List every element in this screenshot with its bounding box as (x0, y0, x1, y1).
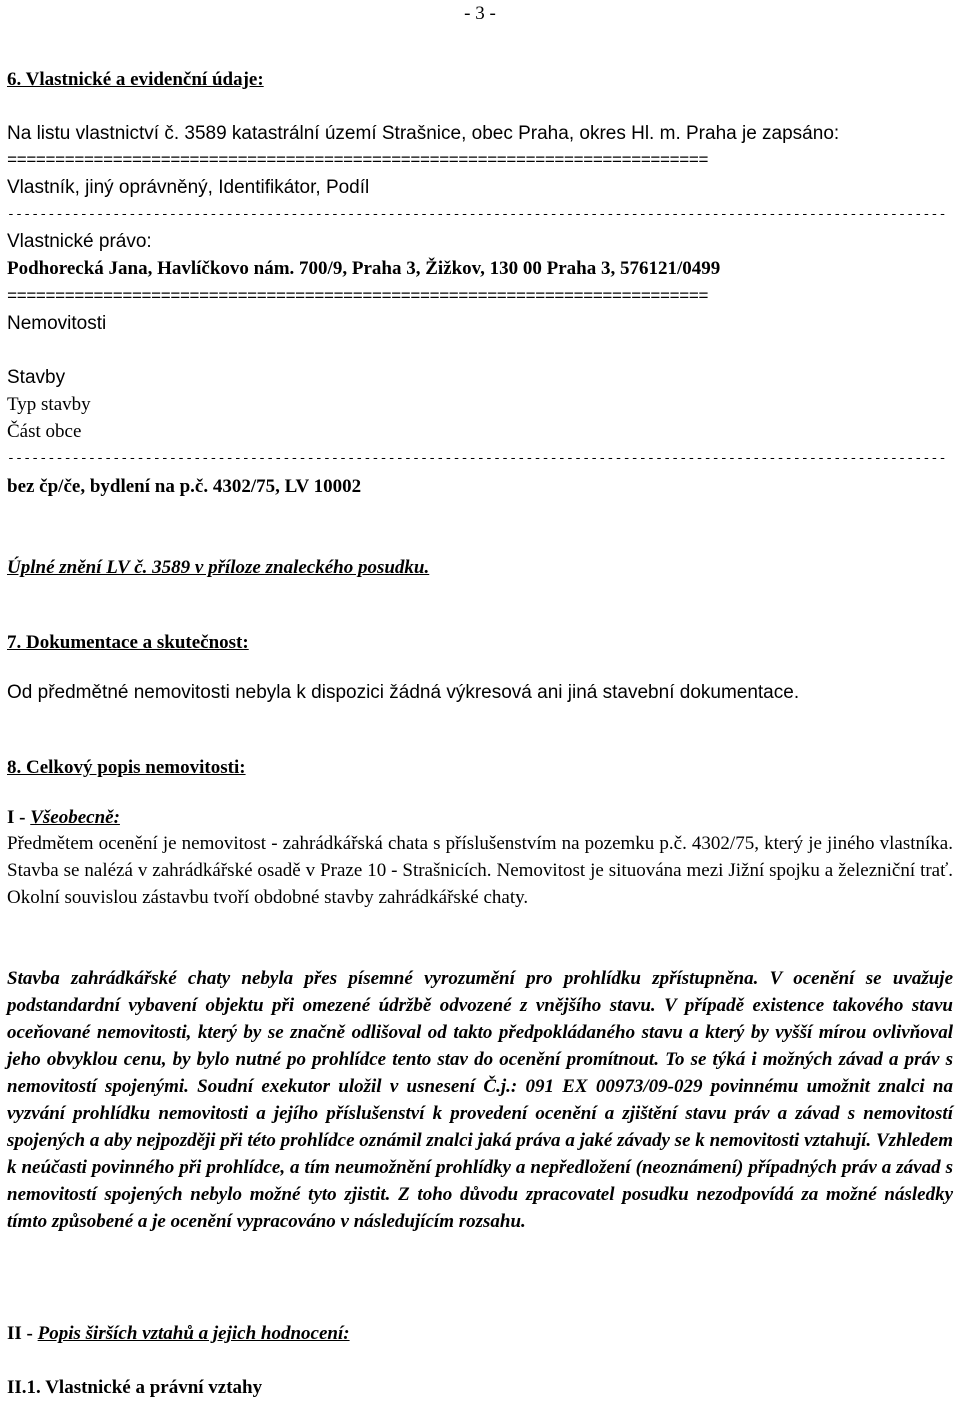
documentation-text: Od předmětné nemovitosti nebyla k dispozici žádná výkresová ani jiná stavební dokumentace. (7, 682, 800, 703)
inspection-notice-paragraph: Stavba zahrádkářské chaty nebyla přes písemné vyrozumění pro prohlídku zpřístupněna. V ocenění se uvažuje podstandardní vybavení objektu při omezené údržbě odvozené z vnějšího stavu. V případě existence takového stavu oceňované nemovitosti, který by se značně odlišoval od takto předpokládaného stavu a který by vyšší mírou ovlivňoval jeho obvyklou cenu, by bylo nutné po prohlídce tento stav do ocenění promítnout. To se týká i možných závad a práv s nemovitostí spojenými. Soudní exekutor uložil v usnesení Č.j.: 091 EX 00973/09-029 povinnému umožnit znalci na vyzvání prohlídku nemovitosti a jejího příslušenství k provedení ocenění a zjištění stavu práv a závad s nemovitostí spojených a aby nejpozději při této prohlídce oznámil znalci jaká práva a jaké závady se k nemovitosti vztahují. Vzhledem k neúčasti povinného při prohlídce, a tím neumožnění prohlídky a nepředložení (neoznámení) případných práv a závad s nemovitostí spojených nebylo možné tyto zjistit. Z toho důvodu zpracovatel posudku nezodpovídá za možné následky tímto způsobené a je ocenění vypracováno v následujícím rozsahu. (7, 968, 953, 1232)
full-text-note: Úplné znění LV č. 3589 v příloze znaleckého posudku. (7, 557, 430, 578)
subsection-prefix: II - (7, 1323, 38, 1344)
subsection-prefix: I - (7, 807, 31, 828)
section-8-heading: 8. Celkový popis nemovitosti: (7, 757, 246, 778)
separator-dashed: -------------------------------------------------------------------------------------------------------------------- (7, 207, 947, 222)
building-record: bez čp/če, bydlení na p.č. 4302/75, LV 10002 (7, 476, 362, 497)
owner-table-header: Vlastník, jiný oprávněný, Identifikátor, Podíl (7, 177, 370, 198)
subsection-label: Všeobecně: (30, 807, 120, 828)
separator-double: ========================================================================= (7, 152, 708, 171)
page-number: - 3 - (464, 3, 496, 24)
separator-double: ========================================================================= (7, 288, 708, 307)
building-type-label: Typ stavby (7, 394, 91, 415)
subsection-wider-relations-heading (7, 1324, 350, 1343)
ownership-right-label: Vlastnické právo: (7, 231, 152, 252)
general-description-paragraph: Předmětem ocenění je nemovitost - zahrádkářská chata s příslušenstvím na pozemku p.č. 4302/75, který je jiného vlastníka. Stavba se nalézá v zahrádkářské osadě v Praze 10 - Strašnicích. Nemovitost je situována mezi Jižní spojku a železniční trať. Okolní souvislou zástavbu tvoří obdobné stavby zahrádkářské chaty. (7, 833, 953, 908)
separator-dashed: -------------------------------------------------------------------------------------------------------------------- (7, 451, 947, 466)
owner-record: Podhorecká Jana, Havlíčkovo nám. 700/9, Praha 3, Žižkov, 130 00 Praha 3, 576121/0499 (7, 258, 721, 279)
lv-intro: Na listu vlastnictví č. 3589 katastrální území Strašnice, obec Praha, okres Hl. m. Praha je zapsáno: (7, 123, 840, 144)
subsection-label: Popis širších vztahů a jejich hodnocení: (37, 1323, 350, 1344)
district-label: Část obce (7, 421, 82, 442)
real-estate-label: Nemovitosti (7, 313, 107, 334)
buildings-label: Stavby (7, 367, 66, 388)
subsection-general-heading (7, 808, 120, 827)
section-7-heading: 7. Dokumentace a skutečnost: (7, 632, 249, 653)
section-6-heading: 6. Vlastnické a evidenční údaje: (7, 69, 264, 90)
subsection-ownership-heading: II.1. Vlastnické a právní vztahy (7, 1377, 263, 1398)
